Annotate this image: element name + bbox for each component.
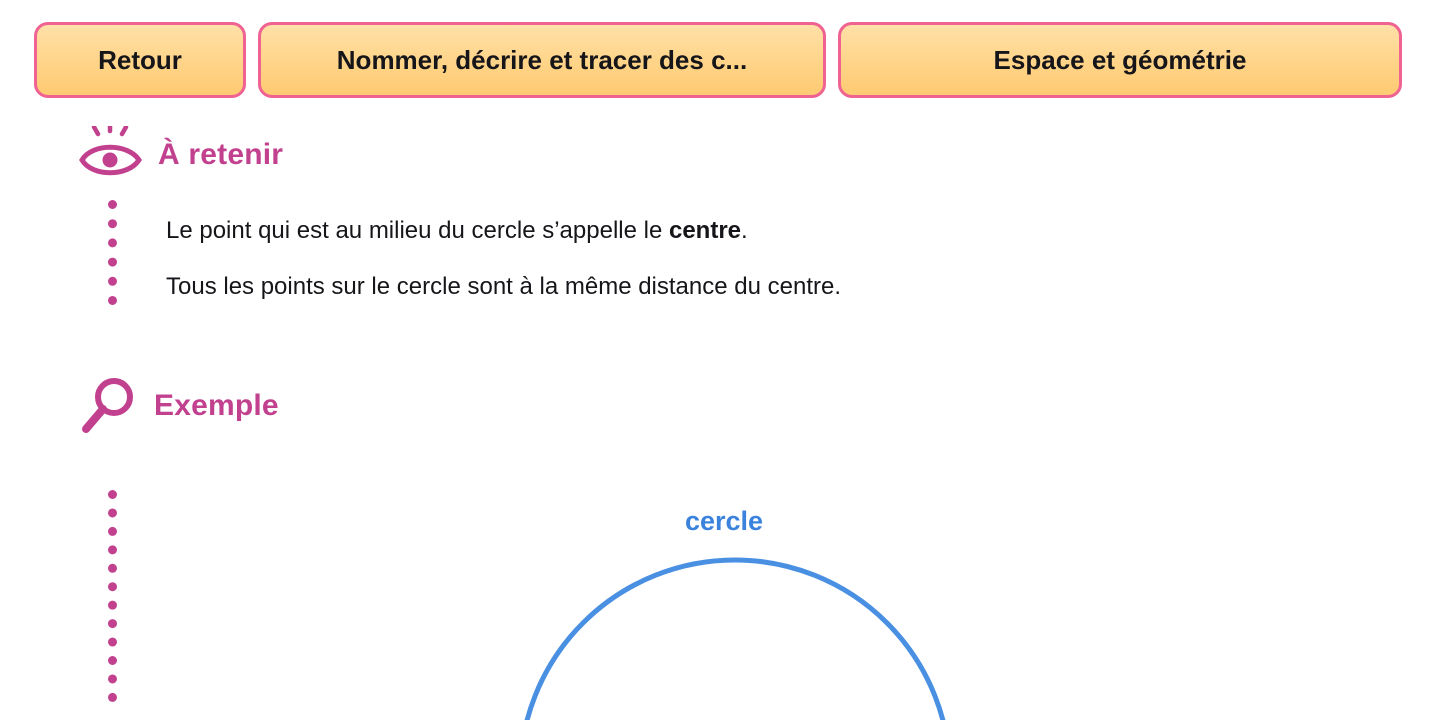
section-heading-exemple (78, 375, 279, 437)
section-heading-exemple-label: Exemple (154, 389, 279, 422)
magnifier-icon (78, 375, 140, 437)
retenir-line-1-before: Le point qui est au milieu du cercle s’appelle le (166, 217, 669, 244)
retenir-line-1-after: . (741, 217, 748, 244)
section-heading-retenir (78, 126, 283, 184)
eye-icon (78, 126, 144, 184)
top-navigation-bar (0, 22, 1440, 118)
lesson-title-label: Nommer, décrire et tracer des c... (336, 44, 748, 75)
dotted-rule-exemple (108, 490, 126, 702)
circle-figure (420, 470, 1120, 720)
circle-shape (420, 470, 1120, 720)
back-button[interactable] (34, 22, 246, 98)
domain-chip-label: Espace et géométrie (993, 44, 1247, 75)
section-heading-retenir-label: À retenir (158, 138, 284, 171)
retenir-line-2: Tous les points sur le cercle sont à la même distance du centre. (166, 273, 841, 300)
retenir-line-1-bold: centre (668, 217, 742, 244)
dotted-rule-retenir (108, 200, 126, 305)
domain-chip[interactable] (838, 22, 1402, 98)
back-button-label: Retour (98, 44, 182, 75)
retenir-line-1 (166, 218, 748, 244)
circle-figure-label: cercle (685, 506, 764, 536)
lesson-title-chip[interactable] (258, 22, 826, 98)
